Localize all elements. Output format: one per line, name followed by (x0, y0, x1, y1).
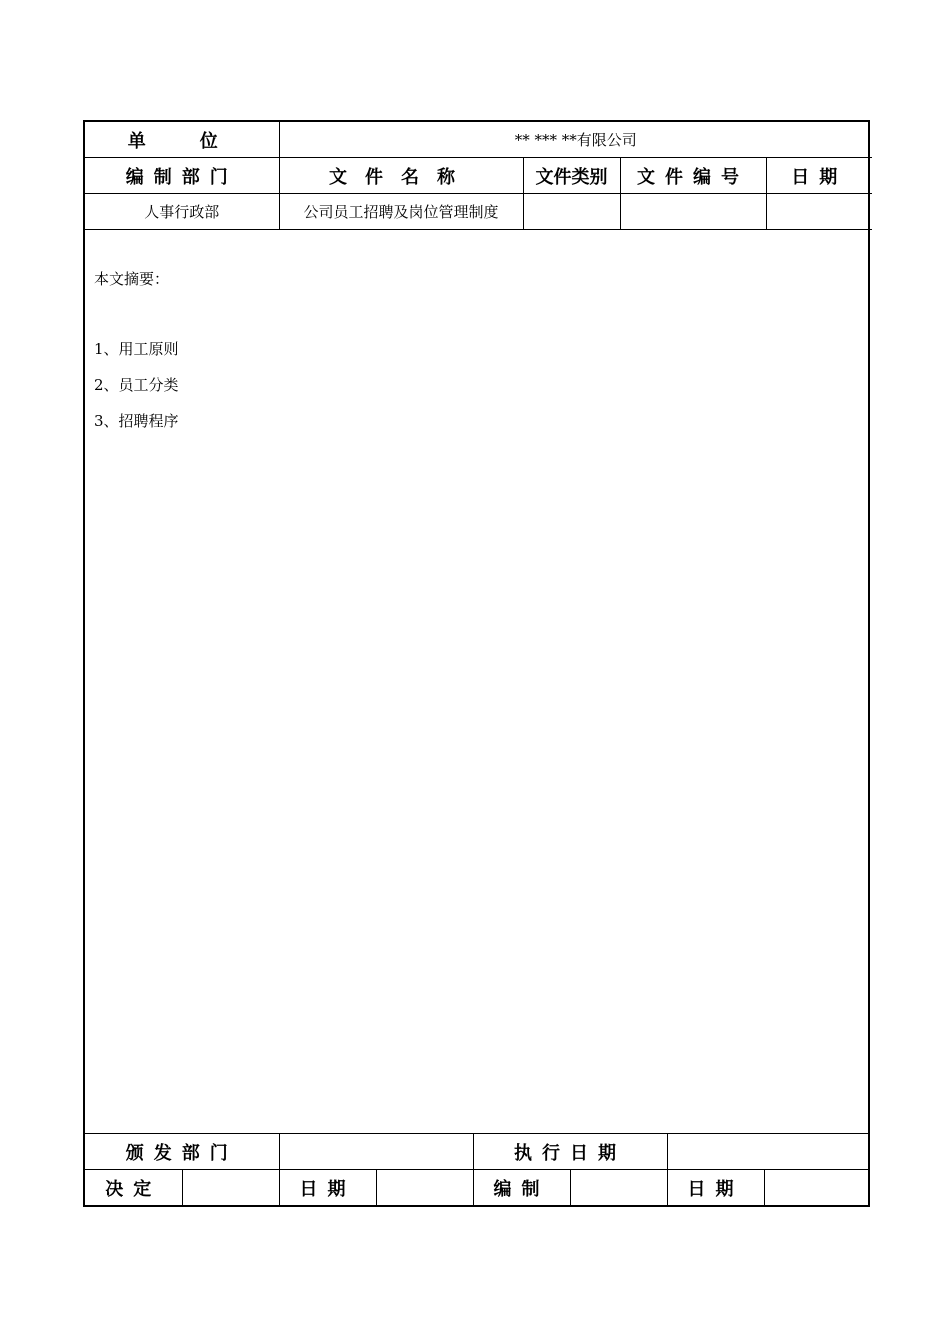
footer-table (85, 1133, 870, 1205)
date-label-1: 日期 (279, 1170, 376, 1206)
date-value-1 (376, 1170, 473, 1206)
exec-date-value (667, 1134, 870, 1170)
unit-row (85, 122, 872, 158)
issue-row (85, 1134, 870, 1170)
date-value-2 (764, 1170, 870, 1206)
exec-date-label: 执行日期 (473, 1134, 667, 1170)
document-body (85, 230, 868, 1133)
compile-value (570, 1170, 667, 1206)
summary-list (94, 340, 179, 448)
compile-label: 编制 (473, 1170, 570, 1206)
unit-label: 单 位 (85, 122, 279, 158)
doc-type-value (523, 194, 620, 230)
list-item: 2、员工分类 (94, 376, 179, 394)
doc-type-label: 文件类别 (523, 158, 620, 194)
date-label-2: 日期 (667, 1170, 764, 1206)
issue-dept-label: 颁发部门 (85, 1134, 279, 1170)
dept-value: 人事行政部 (85, 194, 279, 230)
header-table (85, 122, 872, 230)
summary-label: 本文摘要： (94, 270, 170, 288)
dept-label: 编制部门 (85, 158, 279, 194)
company-name: ** *** **有限公司 (279, 122, 872, 158)
doc-name-value: 公司员工招聘及岗位管理制度 (279, 194, 523, 230)
decision-value (182, 1170, 279, 1206)
list-item: 3、招聘程序 (94, 412, 179, 430)
issue-dept-value (279, 1134, 473, 1170)
document-form (83, 120, 870, 1207)
sign-row (85, 1170, 870, 1206)
doc-name-label: 文件名称 (279, 158, 523, 194)
value-row (85, 194, 872, 230)
date-value (766, 194, 872, 230)
date-label: 日期 (766, 158, 872, 194)
doc-number-label: 文件编号 (620, 158, 766, 194)
decision-label: 决定 (85, 1170, 182, 1206)
column-header-row (85, 158, 872, 194)
list-item: 1、用工原则 (94, 340, 179, 358)
doc-number-value (620, 194, 766, 230)
